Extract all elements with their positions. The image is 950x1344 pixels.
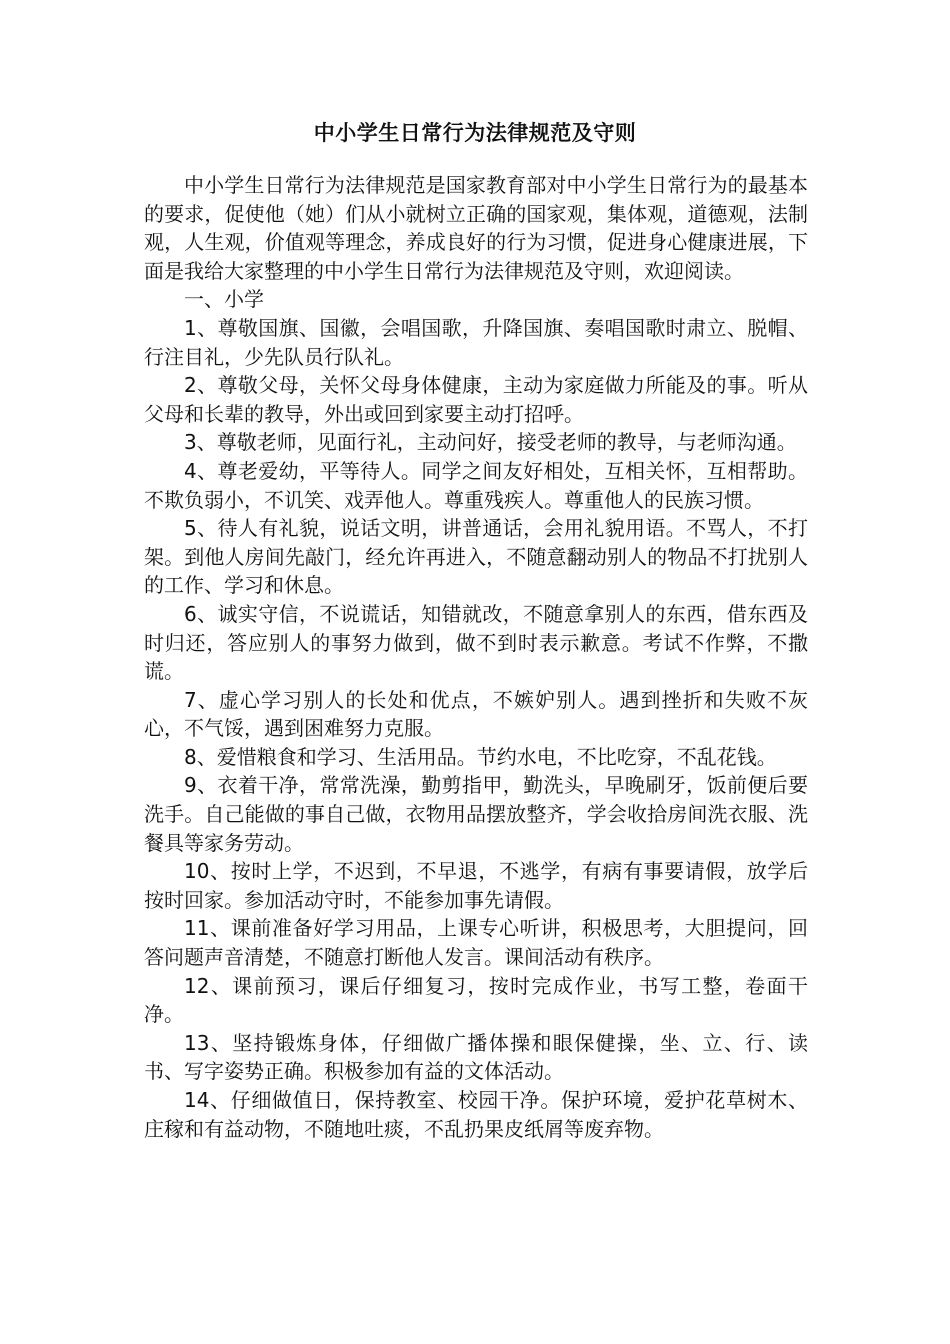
rule-item-12: 12、课前预习，课后仔细复习，按时完成作业，书写工整，卷面干净。 bbox=[144, 973, 808, 1027]
rule-item-2: 2、尊敬父母，关怀父母身体健康，主动为家庭做力所能及的事。听从父母和长辈的教导，外出或回到家要主动打招呼。 bbox=[144, 373, 808, 426]
rule-item-13: 13、坚持锻炼身体，仔细做广播体操和眼保健操，坐、立、行、读书、写字姿势正确。积极参加有益的文体活动。 bbox=[144, 1030, 808, 1084]
rule-item-9: 9、衣着干净，常常洗澡，勤剪指甲，勤洗头，早晚刷牙，饭前便后要洗手。自己能做的事自己做，衣物用品摆放整齐，学会收拾房间洗衣服、洗餐具等家务劳动。 bbox=[144, 773, 808, 855]
rule-item-6: 6、诚实守信，不说谎话，知错就改，不随意拿别人的东西，借东西及时归还，答应别人的事努力做到，做不到时表示歉意。考试不作弊，不撒谎。 bbox=[144, 601, 808, 684]
rule-item-1: 1、尊敬国旗、国徽，会唱国歌，升降国旗、奏唱国歌时肃立、脱帽、行注目礼，少先队员行队礼。 bbox=[144, 315, 808, 369]
intro-paragraph: 中小学生日常行为法律规范是国家教育部对中小学生日常行为的最基本的要求，促使他（她）们从小就树立正确的国家观，集体观，道德观，法制观，人生观，价值观等理念，养成良好的行为习惯，促进身心健康进展，下面是我给大家整理的中小学生日常行为法律规范及守则，欢迎阅读。 bbox=[144, 173, 808, 283]
section-heading-primary-school: 一、小学 bbox=[184, 287, 264, 312]
rule-item-5: 5、待人有礼貌，说话文明，讲普通话，会用礼貌用语。不骂人，不打架。到他人房间先敲门，经允许再进入，不随意翻动别人的物品不打扰别人的工作、学习和休息。 bbox=[144, 516, 808, 598]
document-title: 中小学生日常行为法律规范及守则 bbox=[313, 121, 637, 145]
rule-item-3: 3、尊敬老师，见面行礼，主动问好，接受老师的教导，与老师沟通。 bbox=[184, 430, 797, 455]
rule-item-14: 14、仔细做值日，保持教室、校园干净。保护环境，爱护花草树木、庄稼和有益动物，不随地吐痰，不乱扔果皮纸屑等废弃物。 bbox=[144, 1088, 808, 1141]
rule-item-11: 11、课前准备好学习用品，上课专心听讲，积极思考，大胆提问，回答问题声音清楚，不随意打断他人发言。课间活动有秩序。 bbox=[144, 916, 808, 970]
rule-item-7: 7、虚心学习别人的长处和优点，不嫉妒别人。遇到挫折和失败不灰心，不气馁，遇到困难努力克服。 bbox=[144, 687, 808, 741]
rule-item-8: 8、爱惜粮食和学习、生活用品。节约水电，不比吃穿，不乱花钱。 bbox=[184, 744, 777, 769]
rule-item-10: 10、按时上学，不迟到，不早退，不逃学，有病有事要请假，放学后按时回家。参加活动守时，不能参加事先请假。 bbox=[144, 859, 808, 912]
rule-item-4: 4、尊老爱幼，平等待人。同学之间友好相处，互相关怀，互相帮助。不欺负弱小，不讥笑、戏弄他人。尊重残疾人。尊重他人的民族习惯。 bbox=[144, 458, 808, 512]
document-body bbox=[144, 171, 808, 1143]
